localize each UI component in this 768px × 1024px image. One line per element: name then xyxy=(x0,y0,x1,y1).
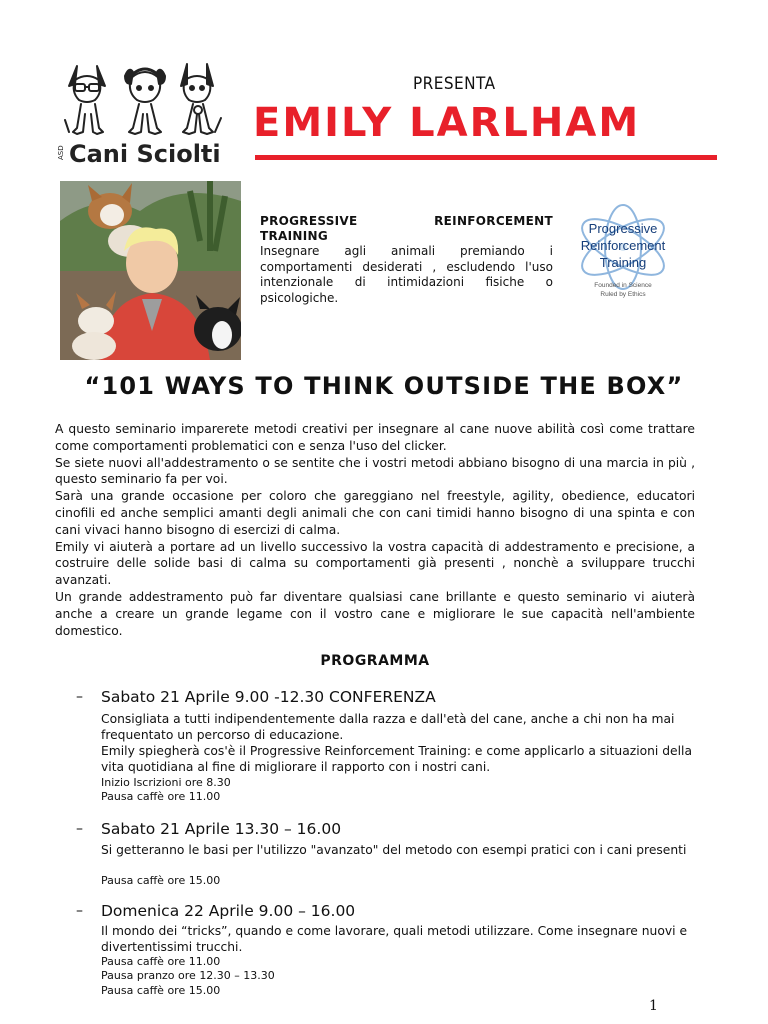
prt-title-word1: PROGRESSIVE xyxy=(260,214,358,228)
intro-text xyxy=(55,421,695,639)
intro-paragraph: Sarà una grande occasione per coloro che gareggiano nel freestyle, agility, obedience, educatori cinofili ed anche semplici amanti degli animali che con cani timidi hanno bisogno di una spinta e con cani vivaci hanno bisogno di esercizi di calma. xyxy=(55,489,695,537)
bullet: – xyxy=(76,821,83,837)
prt-logo xyxy=(567,203,679,303)
cani-sciolti-logo xyxy=(55,58,230,170)
seminar-headline: “101 WAYS TO THINK OUTSIDE THE BOX” xyxy=(84,372,684,400)
prt-title-line2: TRAINING xyxy=(260,229,328,243)
session-note: Pausa pranzo ore 12.30 – 13.30 xyxy=(101,969,275,982)
session-1 xyxy=(76,688,706,808)
intro-paragraph: Se siete nuovi all'addestramento o se sentite che i vostri metodi abbiano bisogno di una marcia in più , questo seminario fa per voi. xyxy=(55,455,695,487)
session-description: Consigliata a tutti indipendentemente dalla razza e dall'età del cane, anche a chi non ha mai frequentato un percorso di educazione. xyxy=(101,712,675,742)
speaker-photo xyxy=(60,181,241,360)
page-number: 1 xyxy=(649,998,658,1014)
session-title: Sabato 21 Aprile 9.00 -12.30 CONFERENZA xyxy=(101,688,436,706)
three-dogs-icon xyxy=(55,58,230,170)
intro-paragraph: A questo seminario imparerete metodi creativi per insegnare al cane nuove abilità così come trattare come comportamenti problematici con e senza l'uso del clicker. xyxy=(55,422,695,453)
bullet: – xyxy=(76,689,83,705)
session-3 xyxy=(76,902,706,1002)
speaker-name: EMILY LARLHAM xyxy=(253,100,641,146)
prt-logo-tagline1: Founded in Science xyxy=(594,282,652,289)
prt-title-word2: REINFORCEMENT xyxy=(434,214,553,228)
session-note: Pausa caffè ore 11.00 xyxy=(101,790,221,803)
prt-logo-line3: Training xyxy=(599,255,647,270)
presenta-label: PRESENTA xyxy=(413,74,496,94)
session-description: Si getteranno le basi per l'utilizzo "avanzato" del metodo con esempi pratici con i cani presenti xyxy=(101,843,687,857)
svg-text:ASD: ASD xyxy=(57,145,65,160)
prt-title-line1 xyxy=(260,214,553,229)
session-note: Pausa caffè ore 15.00 xyxy=(101,874,221,887)
prt-description: Insegnare agli animali premiando i comportamenti desiderati , escludendo l'uso intenzionale di intimidazioni fisiche o psicologiche. xyxy=(260,244,553,305)
programma-heading: PROGRAMMA xyxy=(320,653,430,669)
prt-logo-tagline2: Ruled by Ethics xyxy=(600,291,646,298)
session-title: Sabato 21 Aprile 13.30 – 16.00 xyxy=(101,820,342,838)
bullet: – xyxy=(76,903,83,919)
session-note: Inizio Iscrizioni ore 8.30 xyxy=(101,776,231,789)
prt-logo-line1: Progressive xyxy=(588,221,658,236)
session-description: Il mondo dei “tricks”, quando e come lavorare, quali metodi utilizzare. Come insegnare nuovi e divertentissimi trucchi. xyxy=(101,924,688,954)
intro-paragraph: Emily vi aiuterà a portare ad un livello successivo la vostra capacità di addestramento e precisione, a costruire delle solide basi di calma su comportamenti già presenti , nonchè a sviluppare trucchi avanzati. xyxy=(55,539,695,588)
session-note: Pausa caffè ore 11.00 xyxy=(101,955,221,968)
session-title: Domenica 22 Aprile 9.00 – 16.00 xyxy=(101,902,356,920)
session-2 xyxy=(76,820,706,890)
session-note: Pausa caffè ore 15.00 xyxy=(101,984,221,997)
session-description: Emily spiegherà cos'è il Progressive Reinforcement Training: e come applicarlo a situazioni della vita quotidiana al fine di migliorare il rapporto con i nostri cani. xyxy=(101,744,692,774)
prt-logo-line2: Reinforcement xyxy=(580,238,666,253)
svg-text:Cani Sciolti: Cani Sciolti xyxy=(69,140,221,168)
title-underline xyxy=(255,155,717,160)
intro-paragraph: Un grande addestramento può far diventare qualsiasi cane brillante e questo seminario vi aiuterà anche a creare un grande legame con il vostro cane e migliorare le sue capacità nell'ambiente domestico. xyxy=(55,589,695,638)
